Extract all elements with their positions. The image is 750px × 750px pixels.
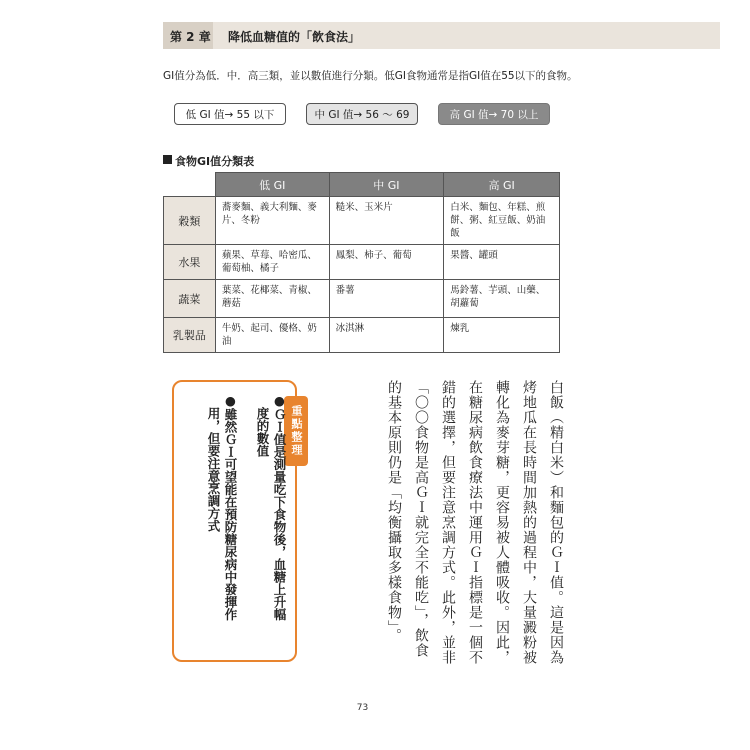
body-text-column: 錯的選擇，但要注意烹調方式。此外，並非 — [440, 380, 456, 665]
table-row — [164, 318, 560, 353]
key-point-1 — [254, 393, 288, 653]
key-point-2-line-1: ●雖然ＧＩ可望能在預防糖尿病中發揮作 — [223, 393, 238, 621]
page-number: 73 — [356, 703, 369, 713]
table-cell: 糙米、玉米片 — [329, 197, 444, 245]
key-point-2 — [205, 393, 239, 653]
row-label: 穀類 — [164, 197, 216, 245]
table-header-row — [164, 173, 560, 197]
key-point-1-line-1: ●ＧＩ值是測量吃下食物後，血糖上升幅 — [272, 393, 287, 621]
table-title: 食物GI值分類表 — [175, 155, 255, 168]
table-cell: 葉菜、花椰菜、青椒、蘑菇 — [215, 280, 329, 318]
body-text-column: 烤地瓜在長時間加熱的過程中，大量澱粉被 — [521, 380, 537, 665]
table-cell: 蘋果、草莓、哈密瓜、葡萄柚、橘子 — [215, 245, 329, 280]
body-text-column: 在糖尿病飲食療法中運用ＧＩ指標是一個不 — [467, 380, 483, 665]
table-cell: 鳳梨、柿子、葡萄 — [329, 245, 444, 280]
key-points-tag: 重點整理 — [284, 396, 308, 466]
body-text-column: 的基本原則仍是「均衡攝取多樣食物」。 — [386, 380, 402, 643]
table-cell: 白米、麵包、年糕、煎餅、粥、紅豆飯、奶油飯 — [444, 197, 560, 245]
table-cell: 蕎麥麵、義大利麵、麥片、冬粉 — [215, 197, 329, 245]
square-bullet-icon — [163, 155, 172, 164]
gi-classification-table — [163, 172, 560, 353]
table-cell: 冰淇淋 — [329, 318, 444, 353]
row-label: 水果 — [164, 245, 216, 280]
table-cell: 牛奶、起司、優格、奶油 — [215, 318, 329, 353]
intro-text: GI值分為低．中．高三類，並以數值進行分類。低GI食物通常是指GI值在55以下的食物。 — [163, 70, 578, 82]
column-header-mid: 中 GI — [329, 173, 444, 197]
body-text-column: 「〇〇食物是高ＧＩ就完全不能吃」，飲食 — [413, 380, 429, 658]
table-cell: 馬鈴薯、芋頭、山藥、胡蘿蔔 — [444, 280, 560, 318]
key-point-1-line-2: 度的數值 — [255, 407, 270, 457]
table-row — [164, 245, 560, 280]
table-cell: 煉乳 — [444, 318, 560, 353]
low-gi-badge: 低 GI 值→ 55 以下 — [174, 103, 286, 125]
mid-gi-badge: 中 GI 值→ 56 ～ 69 — [306, 103, 418, 125]
chapter-title: 降低血糖值的「飲食法」 — [228, 30, 361, 44]
column-header-low: 低 GI — [215, 173, 329, 197]
row-label: 乳製品 — [164, 318, 216, 353]
key-point-2-line-2: 用，但要注意烹調方式 — [206, 407, 221, 532]
body-text-column: 白飯（精白米）和麵包的ＧＩ值。這是因為 — [548, 380, 564, 665]
body-text-column: 轉化為麥芽糖，更容易被人體吸收。因此， — [494, 380, 510, 665]
table-corner — [164, 173, 216, 197]
table-cell: 番薯 — [329, 280, 444, 318]
row-label: 蔬菜 — [164, 280, 216, 318]
column-header-high: 高 GI — [444, 173, 560, 197]
table-row — [164, 280, 560, 318]
high-gi-badge: 高 GI 值→ 70 以上 — [438, 103, 550, 125]
table-cell: 果醬、罐頭 — [444, 245, 560, 280]
table-row — [164, 197, 560, 245]
chapter-label: 第 2 章 — [170, 30, 211, 44]
